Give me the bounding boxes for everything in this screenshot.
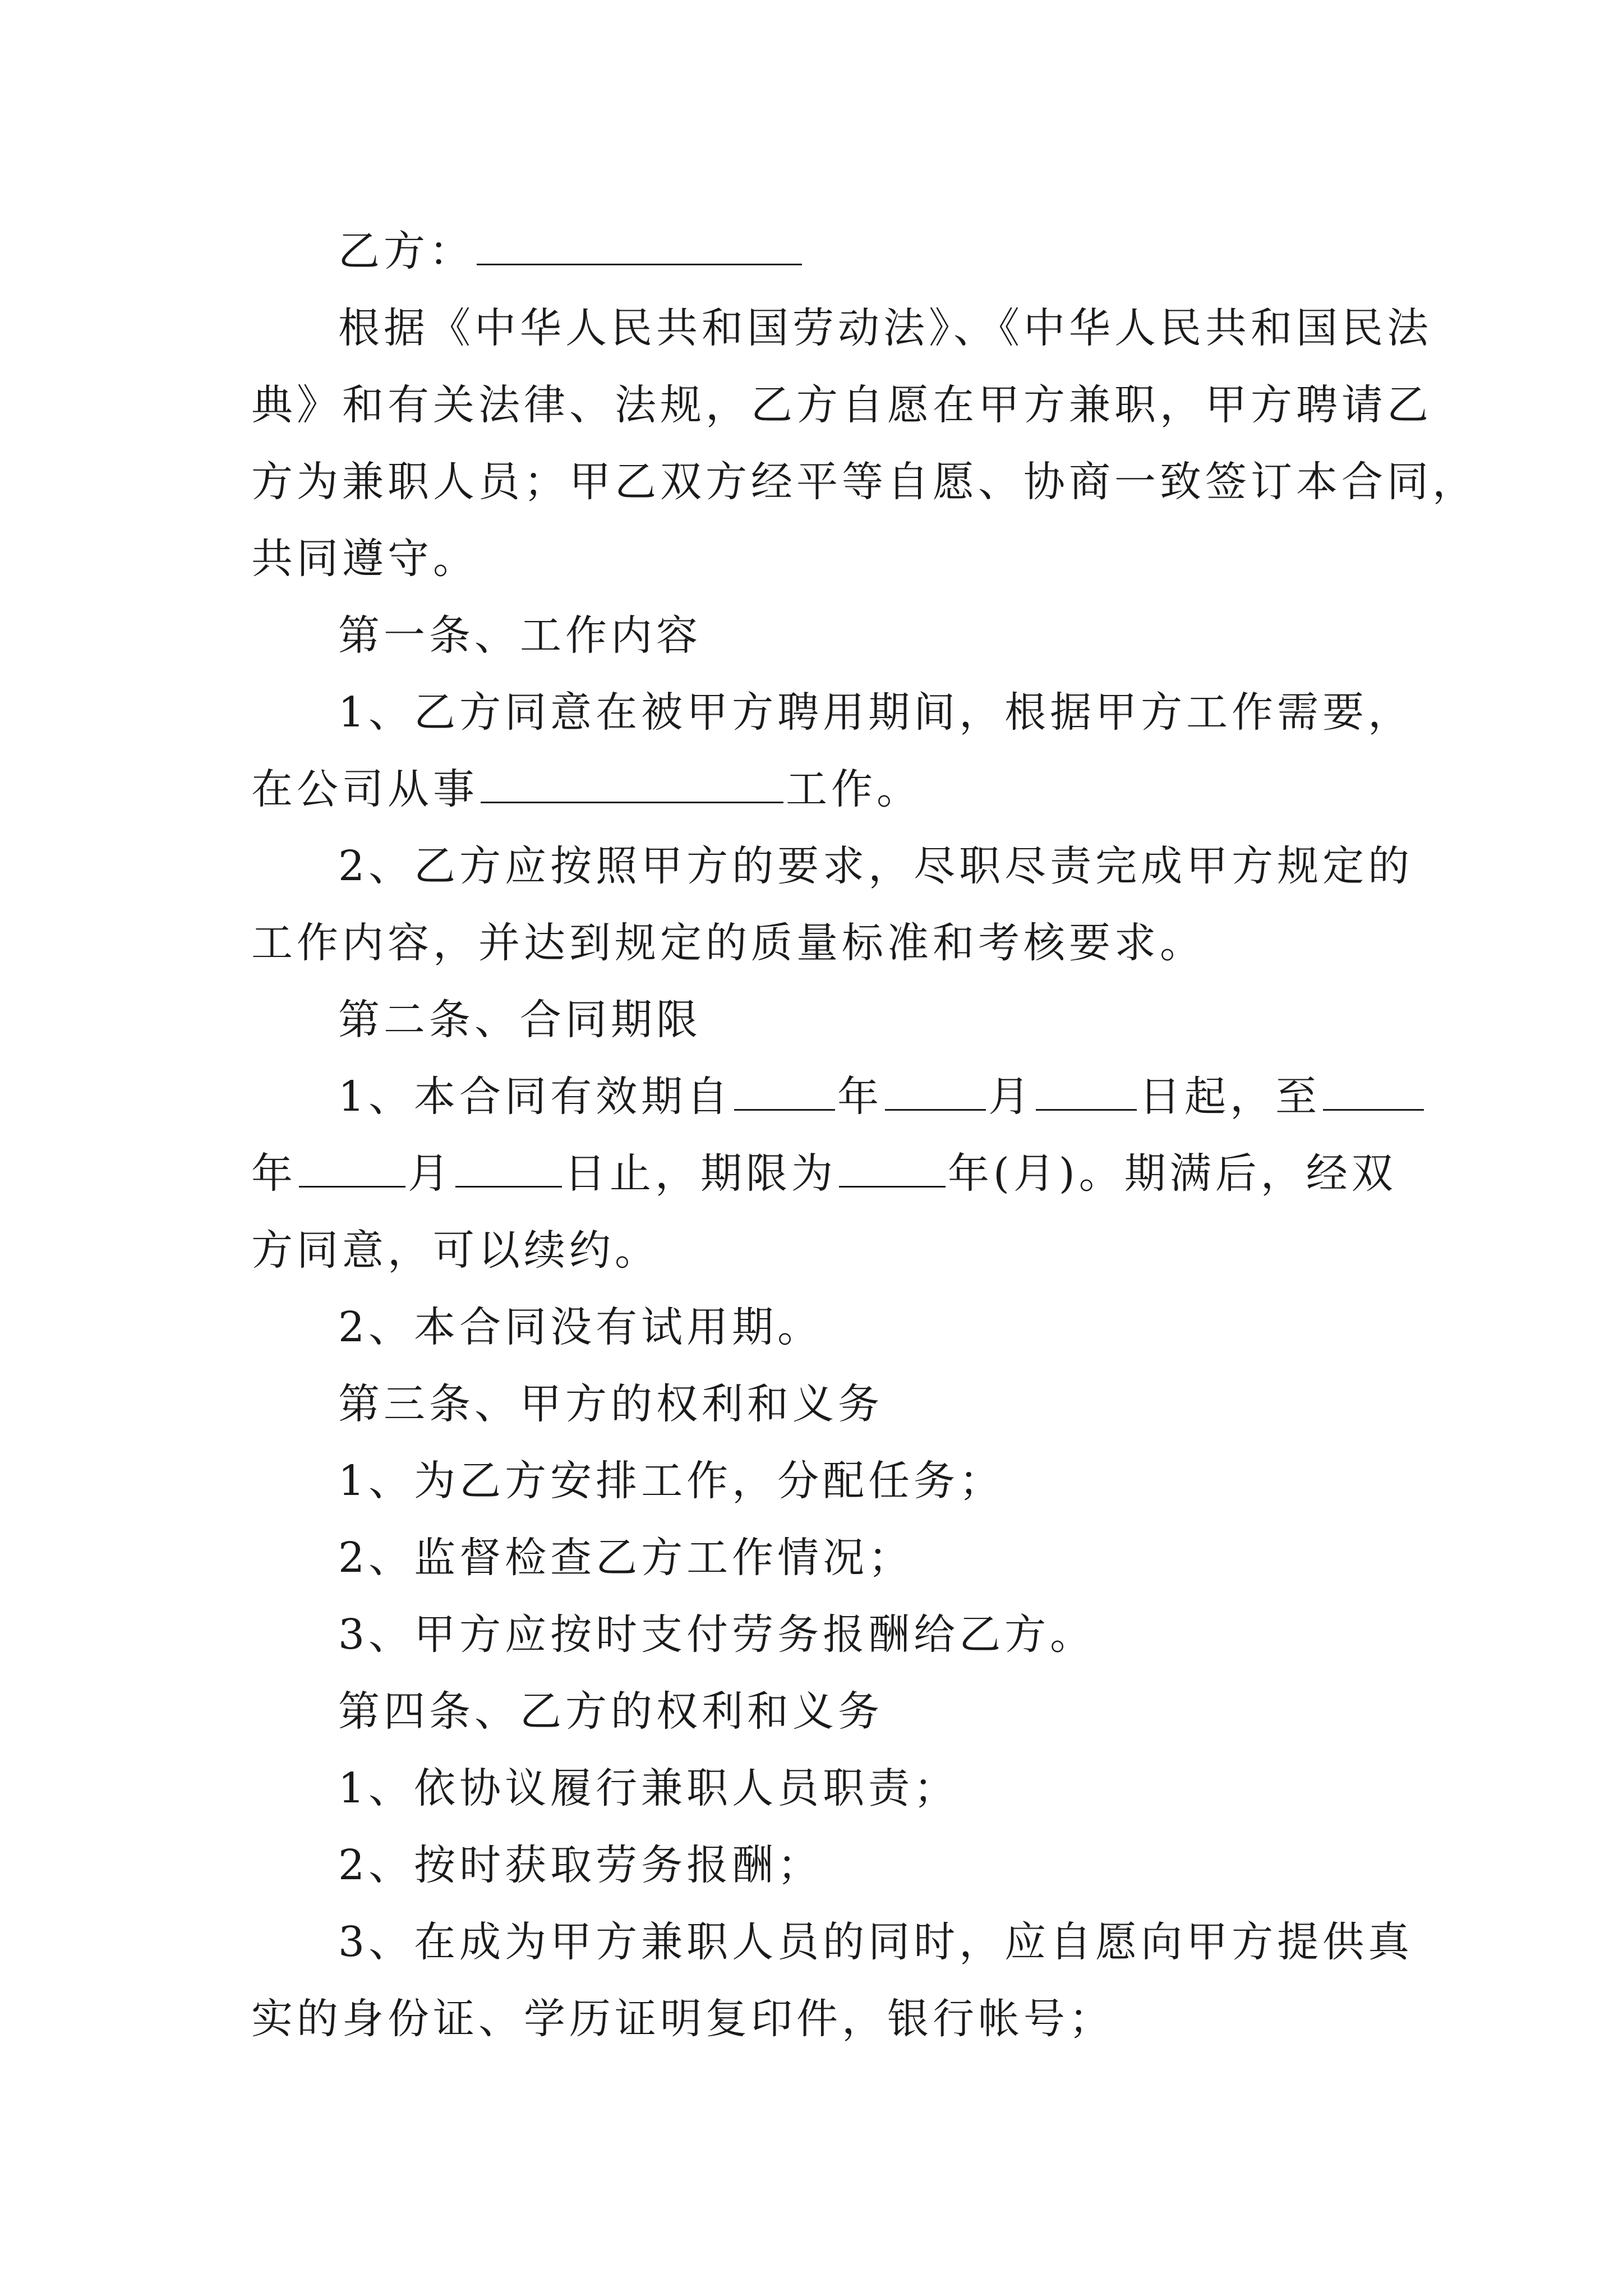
job-prefix: 在公司从事 [251,765,478,813]
preamble-line: 共同遵守。 [251,535,478,583]
end-month-blank [299,1152,405,1188]
article3-item: 3、甲方应按时支付劳务报酬给乙方。 [338,1611,1096,1659]
article2-item1-line3: 方同意，可以续约。 [251,1226,660,1274]
contract-page [251,213,1478,2058]
article1-item2-line2: 工作内容，并达到规定的质量标准和考核要求。 [251,919,1205,967]
article4-item3-line2: 实的身份证、学历证明复印件，银行帐号； [251,1995,1114,2043]
party-b-line [251,213,1395,290]
party-b-label: 乙方： [338,227,474,275]
job-suffix: 工作。 [786,765,922,813]
end-year-blank [1323,1075,1424,1111]
term-text: 年 [837,1073,883,1121]
party-b-blank [477,230,802,265]
preamble-line: 根据《中华人民共和国劳动法》、《中华人民共和国民法 [338,304,1432,352]
job-blank [481,768,783,803]
term-text: 日起，至 [1139,1073,1321,1121]
start-month-blank [885,1075,986,1111]
article2-item2: 2、本合同没有试用期。 [338,1303,823,1351]
article3-item: 2、监督检查乙方工作情况； [338,1534,914,1582]
preamble-line: 方为兼职人员；甲乙双方经平等自愿、协商一致签订本合同， [251,458,1478,506]
term-text: 月 [408,1149,453,1198]
preamble-line: 典》和有关法律、法规，乙方自愿在甲方兼职，甲方聘请乙 [251,381,1432,429]
term-text: 年 [251,1149,297,1198]
start-year-blank [734,1075,835,1111]
term-text: 1、本合同有效期自 [338,1073,732,1121]
article2-title: 第二条、合同期限 [338,996,702,1044]
article1-item2-line1: 2、乙方应按照甲方的要求，尽职尽责完成甲方规定的 [338,842,1414,890]
article4-title: 第四条、乙方的权利和义务 [338,1687,883,1736]
end-day-blank [455,1152,562,1188]
article2-item1-line1 [251,1059,1395,1135]
article3-title: 第三条、甲方的权利和义务 [338,1380,883,1428]
preamble-paragraph [251,290,1478,597]
term-text: 年(月)。期满后，经双 [948,1149,1397,1198]
article1-item1-line1: 1、乙方同意在被甲方聘用期间，根据甲方工作需要， [338,688,1414,737]
duration-blank [839,1152,946,1188]
article4-item3-line1: 3、在成为甲方兼职人员的同时，应自愿向甲方提供真 [338,1918,1414,1966]
term-text: 月 [988,1073,1034,1121]
article2-item1-line2 [251,1135,1395,1212]
article4-item: 1、依协议履行兼职人员职责； [338,1764,960,1812]
article4-item: 2、按时获取劳务报酬； [338,1841,823,1889]
article1-item1-line2 [251,751,1395,828]
start-day-blank [1036,1075,1137,1111]
article3-item: 1、为乙方安排工作，分配任务； [338,1457,1005,1505]
article1-title: 第一条、工作内容 [338,611,702,660]
term-text: 日止，期限为 [564,1149,837,1198]
